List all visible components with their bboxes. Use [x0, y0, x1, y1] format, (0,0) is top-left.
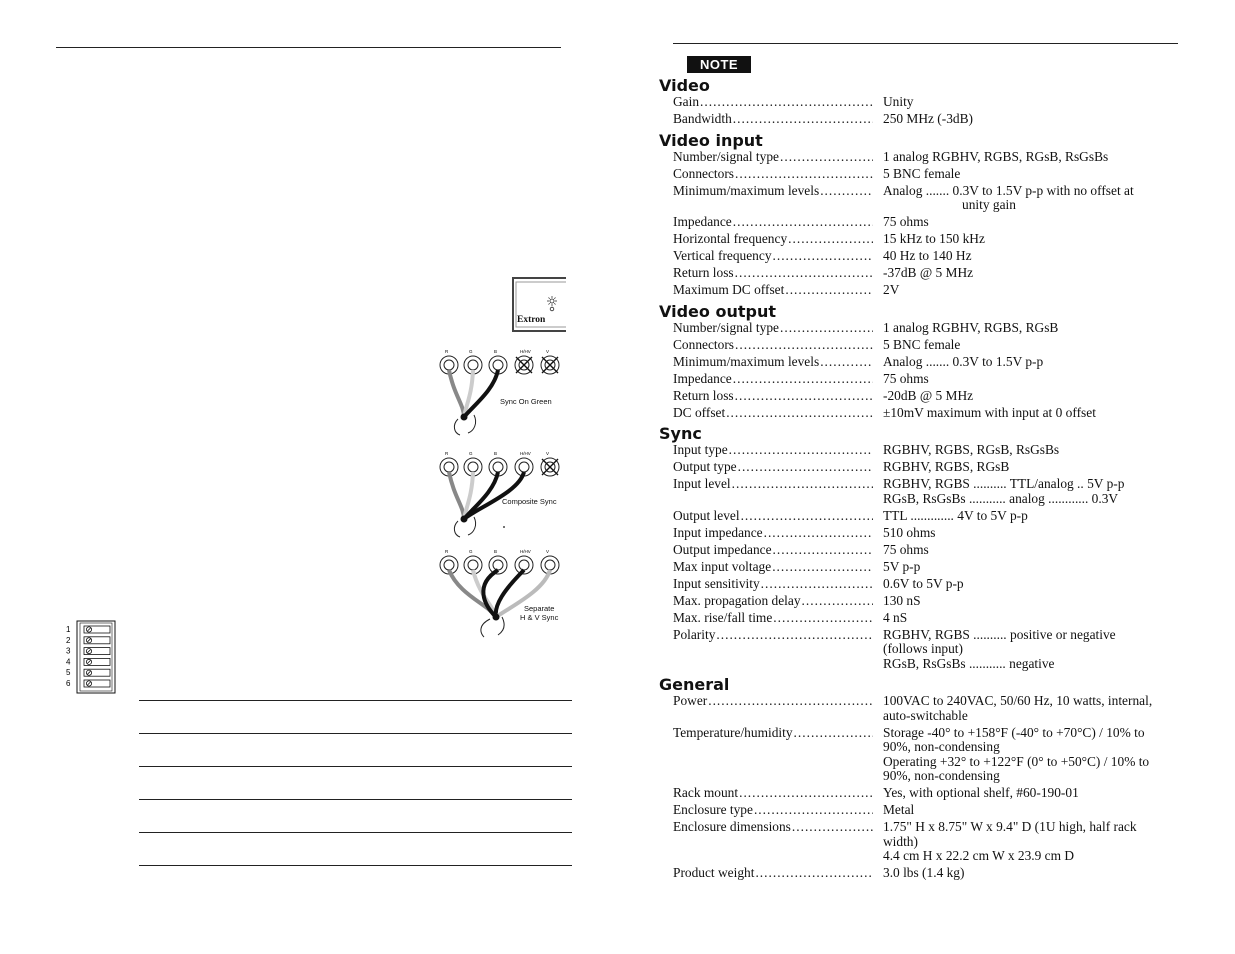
spec-section	[659, 131, 1219, 298]
spec-label	[673, 611, 873, 626]
connector-label: B	[494, 549, 498, 554]
spec-section	[659, 76, 1219, 127]
spec-value	[883, 389, 1203, 404]
dot-leader	[755, 866, 873, 881]
spec-value-line: 1.75" H x 8.75" W x 9.4" D (1U high, half rack	[883, 819, 1137, 834]
spec-label	[673, 577, 873, 592]
dot-leader	[764, 526, 873, 541]
spec-label	[673, 560, 873, 575]
spec-value	[883, 594, 1203, 609]
spec-label-text: Horizontal frequency	[673, 232, 788, 246]
spec-value-line: RGBHV, RGBS, RGsB	[883, 459, 1010, 474]
spec-value	[883, 266, 1203, 281]
table-rule	[139, 832, 572, 833]
spec-value-line: 510 ohms	[883, 524, 936, 540]
spec-value	[883, 509, 1203, 524]
connector-label: G	[469, 349, 473, 354]
dot-leader	[773, 249, 873, 264]
connector-label: V	[546, 549, 550, 554]
dot-leader	[735, 266, 873, 281]
spec-label	[673, 355, 873, 370]
spec-label	[673, 321, 873, 336]
spec-label	[673, 338, 873, 353]
dot-leader	[735, 338, 873, 353]
connector-label: H/HV	[520, 349, 531, 354]
spec-label	[673, 167, 873, 182]
spec-value-line: Metal	[883, 802, 915, 817]
spec-label-text: Impedance	[673, 371, 732, 386]
spec-value	[883, 283, 1203, 298]
spec-value	[883, 406, 1203, 421]
spec-label-text: Output type	[673, 460, 737, 474]
spec-row	[659, 726, 1219, 784]
dot-leader	[716, 628, 873, 672]
spec-section-title: Video input	[659, 130, 763, 150]
spec-row	[659, 543, 1219, 558]
spec-value-line: 1 analog RGBHV, RGBS, RGsB	[883, 319, 1059, 335]
diagram-label: Composite Sync	[502, 497, 557, 506]
spec-value-line: 40 Hz to 140 Hz	[883, 248, 972, 263]
spec-value	[883, 249, 1203, 264]
separate-hv-sync-diagram	[434, 545, 570, 641]
spec-value	[883, 184, 1203, 213]
spec-value-line: 75 ohms	[883, 214, 929, 229]
spec-value-line: width)	[883, 833, 918, 849]
spec-row	[659, 509, 1219, 524]
spec-row	[659, 803, 1219, 818]
spec-label	[673, 283, 873, 298]
spec-row	[659, 150, 1219, 165]
spec-row	[659, 232, 1219, 247]
spec-label-text: Gain	[673, 95, 700, 109]
spec-value-line: Yes, with optional shelf, #60-190-01	[883, 785, 1079, 800]
spec-row	[659, 560, 1219, 575]
spec-row	[659, 866, 1219, 881]
connector-label: R	[445, 349, 449, 354]
dot-leader	[820, 184, 873, 213]
spec-label-text: Return loss	[673, 388, 734, 403]
spec-value	[883, 95, 1203, 110]
spec-label-text: Input level	[673, 477, 731, 491]
spec-value-line: auto-switchable	[883, 707, 968, 723]
spec-row	[659, 112, 1219, 127]
spec-label-text: Max. propagation delay	[673, 593, 801, 608]
spec-label	[673, 694, 873, 723]
connector-label: V	[546, 451, 550, 456]
spec-value-line: 90%, non-condensing	[883, 739, 1000, 754]
connector-label: G	[469, 451, 473, 456]
spec-value-line: 100VAC to 240VAC, 50/60 Hz, 10 watts, internal,	[883, 693, 1153, 708]
spec-row	[659, 95, 1219, 110]
dip-switch-number: 4	[66, 657, 71, 667]
extron-logo: Extron	[517, 315, 546, 325]
spec-row	[659, 372, 1219, 387]
spec-label-text: Power	[673, 694, 708, 708]
unused-connector-x-icon	[542, 357, 558, 373]
dot-leader	[733, 372, 873, 387]
spec-value	[883, 112, 1203, 127]
unused-connector-x-icon	[542, 459, 558, 475]
spec-row	[659, 355, 1219, 370]
spec-row	[659, 786, 1219, 801]
connector-label: V	[546, 349, 550, 354]
spec-label-text: Minimum/maximum levels	[673, 354, 820, 369]
spec-row	[659, 577, 1219, 592]
dot-leader	[738, 460, 873, 475]
spec-value-line: 5V p-p	[883, 558, 921, 574]
spec-value	[883, 232, 1203, 247]
dot-leader	[788, 232, 873, 247]
spec-label	[673, 112, 873, 127]
spec-label	[673, 543, 873, 558]
spec-row	[659, 406, 1219, 421]
spec-value	[883, 820, 1203, 864]
bnc-connector-row	[440, 451, 559, 476]
spec-section	[659, 675, 1219, 881]
spec-label	[673, 594, 873, 609]
spec-row	[659, 338, 1219, 353]
spec-value-line: 250 MHz (-3dB)	[883, 111, 974, 126]
spec-value-line: 5 BNC female	[883, 165, 961, 181]
spec-label-text: Rack mount	[673, 786, 739, 800]
spec-row	[659, 628, 1219, 672]
spec-label	[673, 803, 873, 818]
diagram-label: H & V Sync	[520, 613, 559, 622]
spec-label-text: Max input voltage	[673, 559, 772, 574]
diagram-label: Sync On Green	[500, 397, 552, 406]
diagram-label: Separate	[524, 604, 555, 613]
spec-value-line: 2V	[883, 282, 900, 297]
spec-row	[659, 611, 1219, 626]
note-badge: NOTE	[687, 56, 751, 73]
spec-value-line: 5 BNC female	[883, 336, 961, 352]
spec-row	[659, 321, 1219, 336]
dot-leader	[773, 611, 873, 626]
spec-label-text: Temperature/humidity	[673, 725, 793, 740]
spec-value	[883, 786, 1203, 801]
spec-section-title: Video	[659, 76, 710, 95]
spec-value	[883, 803, 1203, 818]
spec-value	[883, 460, 1203, 475]
spec-value	[883, 526, 1203, 541]
spec-value	[883, 560, 1203, 575]
spec-value	[883, 372, 1203, 387]
spec-label	[673, 150, 873, 165]
spec-value-line: unity gain	[962, 197, 1016, 212]
connector-label: B	[494, 451, 498, 456]
spec-row	[659, 443, 1219, 458]
table-rule	[139, 799, 572, 800]
dot-leader	[700, 95, 873, 110]
composite-sync-diagram	[434, 447, 570, 539]
sync-on-green-diagram	[434, 345, 570, 437]
spec-value-line: -20dB @ 5 MHz	[883, 387, 974, 403]
spec-label	[673, 406, 873, 421]
spec-value-line: Operating +32° to +122°F (0° to +50°C) / 10% to	[883, 753, 1150, 769]
spec-label-text: Connectors	[673, 166, 734, 181]
top-rule-left	[56, 47, 561, 48]
spec-row	[659, 526, 1219, 541]
spec-value-line: 1 analog RGBHV, RGBS, RGsB, RsGsBs	[883, 148, 1109, 164]
dot-leader	[802, 594, 873, 609]
dot-leader	[739, 786, 873, 801]
spec-value	[883, 321, 1203, 336]
dot-leader	[729, 443, 873, 458]
spec-value-line: ±10mV maximum with input at 0 offset	[883, 404, 1096, 420]
dot-leader	[794, 726, 873, 784]
dot-leader	[772, 560, 873, 575]
spec-label-text: Vertical frequency	[673, 249, 772, 263]
spec-value-line: 4.4 cm H x 22.2 cm W x 23.9 cm D	[883, 848, 1075, 863]
connector-label: G	[469, 549, 473, 554]
spec-row	[659, 249, 1219, 264]
spec-row	[659, 694, 1219, 723]
dot-leader	[741, 509, 873, 524]
spec-label	[673, 372, 873, 387]
spec-label	[673, 232, 873, 247]
spec-label-text: Bandwidth	[673, 112, 732, 126]
spec-label-text: Enclosure dimensions	[673, 820, 791, 834]
spec-value	[883, 443, 1203, 458]
spec-value-line: RGBHV, RGBS .......... positive or negative	[883, 626, 1116, 642]
spec-value-line: Unity	[883, 94, 914, 109]
table-rule	[139, 865, 572, 866]
spec-value-line: 0.6V to 5V p-p	[883, 575, 964, 591]
spec-value-line: 130 nS	[883, 592, 921, 608]
spec-value-line: RGBHV, RGBS, RGsB, RsGsBs	[883, 442, 1060, 457]
spec-value	[883, 866, 1203, 881]
spec-value-line: 75 ohms	[883, 541, 929, 557]
spec-label-text: Input impedance	[673, 525, 763, 540]
connector-label: R	[445, 451, 449, 456]
table-rule	[139, 733, 572, 734]
spec-value	[883, 694, 1203, 723]
spec-label	[673, 820, 873, 864]
spec-label-text: Polarity	[673, 627, 716, 642]
spec-label	[673, 443, 873, 458]
spec-value-line: TTL ............. 4V to 5V p-p	[883, 507, 1028, 523]
bnc-connector-row	[440, 549, 559, 574]
spec-value	[883, 543, 1203, 558]
dot-leader	[820, 355, 873, 370]
spec-section-title: Sync	[659, 424, 702, 443]
dot-leader	[735, 167, 873, 182]
spec-label	[673, 249, 873, 264]
dip-switch-number: 6	[66, 679, 71, 688]
dot-leader	[735, 389, 873, 404]
spec-value-line: Storage -40° to +158°F (-40° to +70°C) / 10% to	[883, 724, 1145, 740]
spec-label	[673, 786, 873, 801]
spec-value	[883, 726, 1203, 784]
spec-label	[673, 184, 873, 213]
spec-label	[673, 726, 873, 784]
spec-label	[673, 389, 873, 404]
dot-leader	[792, 820, 873, 864]
spec-label-text: Output level	[673, 508, 740, 523]
spec-value	[883, 628, 1203, 672]
spec-value-line: RGBHV, RGBS .......... TTL/analog .. 5V p-p	[883, 476, 1125, 491]
spec-label	[673, 477, 873, 506]
dot-leader	[732, 477, 873, 506]
spec-label	[673, 526, 873, 541]
dot-leader	[773, 543, 873, 558]
spec-label-text: Minimum/maximum levels	[673, 183, 820, 198]
connector-label: B	[494, 349, 498, 354]
spec-label-text: Impedance	[673, 215, 732, 229]
dip-switch-illustration	[62, 620, 118, 695]
spec-label-text: Product weight	[673, 866, 755, 880]
spec-label-text: Number/signal type	[673, 149, 779, 164]
spec-row	[659, 477, 1219, 506]
extron-panel-illustration	[510, 277, 566, 333]
dot-leader	[733, 112, 873, 127]
spec-row	[659, 460, 1219, 475]
spec-row	[659, 215, 1219, 230]
spec-value-line: Analog ....... 0.3V to 1.5V p-p with no offset at	[883, 182, 1134, 198]
spec-label	[673, 866, 873, 881]
spec-section-title: General	[659, 675, 730, 694]
connector-label: H/HV	[520, 549, 531, 554]
spec-value-line: 15 kHz to 150 kHz	[883, 231, 985, 246]
spec-label-text: Output impedance	[673, 542, 772, 557]
spec-value-line: Analog ....... 0.3V to 1.5V p-p	[883, 353, 1044, 369]
spec-label	[673, 95, 873, 110]
dip-switch-number: 3	[66, 646, 71, 656]
spec-value	[883, 355, 1203, 370]
connector-label: H/HV	[520, 451, 531, 456]
spec-label	[673, 215, 873, 230]
spec-value	[883, 167, 1203, 182]
spec-row	[659, 820, 1219, 864]
bnc-connector-row	[440, 349, 559, 374]
table-rule	[139, 766, 572, 767]
spec-label-text: Max. rise/fall time	[673, 610, 773, 625]
dot-leader	[785, 283, 873, 298]
spec-section	[659, 302, 1219, 421]
dot-leader	[708, 694, 873, 723]
dip-switch-number: 1	[66, 625, 71, 634]
top-rule-right	[673, 43, 1178, 44]
spec-value-line: 75 ohms	[883, 370, 929, 386]
spec-label-text: Return loss	[673, 266, 734, 280]
spec-label-text: Enclosure type	[673, 803, 753, 817]
spec-value-line: 3.0 lbs (1.4 kg)	[883, 865, 965, 880]
dot-leader	[780, 150, 873, 165]
spec-row	[659, 389, 1219, 404]
spec-label	[673, 628, 873, 672]
spec-value-line: RGsB, RsGsBs ........... analog ............ 0.3V	[883, 490, 1119, 506]
spec-value	[883, 611, 1203, 626]
spec-value-line: RGsB, RsGsBs ........... negative	[883, 655, 1055, 671]
spec-label-text: Connectors	[673, 337, 734, 352]
spec-label-text: Input type	[673, 443, 728, 457]
dip-switch-number: 2	[66, 635, 71, 645]
spec-section	[659, 424, 1219, 671]
dot-leader	[733, 215, 873, 230]
spec-value-line: 4 nS	[883, 609, 908, 625]
spec-label-text: Input sensitivity	[673, 576, 760, 591]
spec-value-line: 90%, non-condensing	[883, 768, 1000, 783]
spec-label-text: DC offset	[673, 405, 726, 420]
table-rule	[139, 700, 572, 701]
spec-row	[659, 283, 1219, 298]
dot-leader	[754, 803, 873, 818]
spec-label	[673, 509, 873, 524]
power-led-icon	[547, 296, 557, 311]
spec-label-text: Maximum DC offset	[673, 283, 785, 297]
spec-value-line: (follows input)	[883, 641, 963, 656]
spec-value	[883, 215, 1203, 230]
dot-leader	[761, 577, 873, 592]
spec-label	[673, 460, 873, 475]
spec-row	[659, 594, 1219, 609]
specifications-list	[659, 76, 1219, 885]
unused-connector-x-icon	[516, 357, 532, 373]
spec-value	[883, 477, 1203, 506]
spec-value	[883, 338, 1203, 353]
connector-label: R	[445, 549, 449, 554]
spec-row	[659, 167, 1219, 182]
spec-label-text: Number/signal type	[673, 320, 779, 335]
spec-label	[673, 266, 873, 281]
spec-section-title: Video output	[659, 301, 776, 321]
spec-row	[659, 266, 1219, 281]
spec-row	[659, 184, 1219, 213]
dip-switch-number: 5	[66, 668, 71, 678]
dot-leader	[780, 321, 873, 336]
spec-value-line: -37dB @ 5 MHz	[883, 265, 974, 280]
spec-value	[883, 150, 1203, 165]
dot-leader	[726, 406, 873, 421]
spec-value	[883, 577, 1203, 592]
